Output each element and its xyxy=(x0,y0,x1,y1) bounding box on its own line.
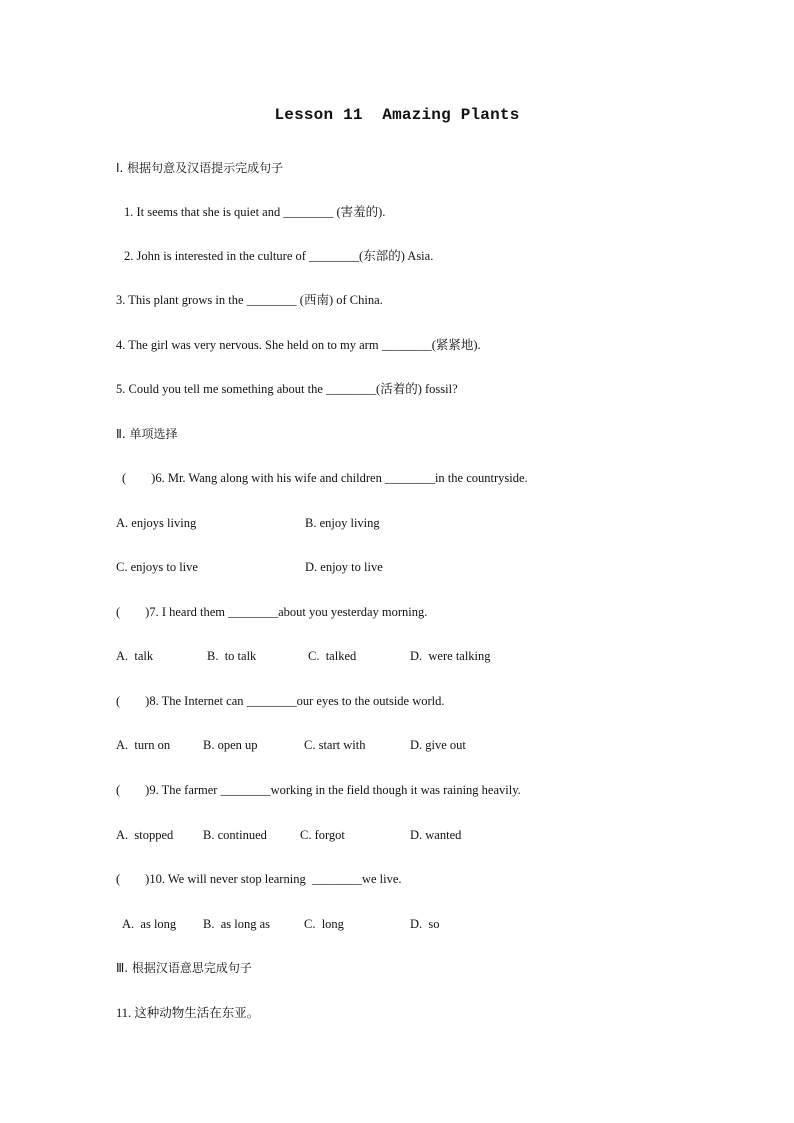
question-11: 11. 这种动物生活在东亚。 xyxy=(116,1006,260,1020)
question-7-option-b: B. to talk xyxy=(207,649,257,663)
question-9-option-a: A. stopped xyxy=(116,828,174,842)
question-6-option-a: A. enjoys living xyxy=(116,516,197,530)
question-7-option-a: A. talk xyxy=(116,649,154,663)
question-4: 4. The girl was very nervous. She held on to my arm ________(紧紧地). xyxy=(116,338,481,352)
question-9-option-b: B. continued xyxy=(203,828,267,842)
question-3: 3. This plant grows in the ________ (西南) of China. xyxy=(116,293,383,307)
question-1: 1. It seems that she is quiet and ________ (害羞的). xyxy=(124,205,386,219)
question-6-stem: ( )6. Mr. Wang along with his wife and children ________in the countryside. xyxy=(122,471,528,485)
question-10-option-b: B. as long as xyxy=(203,917,271,931)
question-8-option-a: A. turn on xyxy=(116,738,171,752)
question-10-option-c: C. long xyxy=(304,917,344,931)
question-10-option-d: D. so xyxy=(410,917,440,931)
section-3-heading: Ⅲ. 根据汉语意思完成句子 xyxy=(116,961,252,975)
question-7-option-d: D. were talking xyxy=(410,649,491,663)
question-9-option-c: C. forgot xyxy=(300,828,345,842)
question-5: 5. Could you tell me something about the ________(活着的) fossil? xyxy=(116,382,458,396)
page-title: Lesson 11 Amazing Plants xyxy=(274,106,520,124)
question-8-option-c: C. start with xyxy=(304,738,366,752)
question-8-stem: ( )8. The Internet can ________our eyes to the outside world. xyxy=(116,694,445,708)
question-6-option-c: C. enjoys to live xyxy=(116,560,198,574)
question-7-stem: ( )7. I heard them ________about you yesterday morning. xyxy=(116,605,428,619)
section-1-heading: Ⅰ. 根据句意及汉语提示完成句子 xyxy=(116,161,284,175)
section-2-heading: Ⅱ. 单项选择 xyxy=(116,427,178,441)
question-9-stem: ( )9. The farmer ________working in the field though it was raining heavily. xyxy=(116,783,521,797)
question-6-option-d: D. enjoy to live xyxy=(305,560,383,574)
question-8-option-b: B. open up xyxy=(203,738,258,752)
question-6-option-b: B. enjoy living xyxy=(305,516,380,530)
question-2: 2. John is interested in the culture of ________(东部的) Asia. xyxy=(124,249,434,263)
question-7-option-c: C. talked xyxy=(308,649,357,663)
question-10-stem: ( )10. We will never stop learning ________we live. xyxy=(116,872,402,886)
question-9-option-d: D. wanted xyxy=(410,828,462,842)
question-10-option-a: A. as long xyxy=(122,917,177,931)
question-8-option-d: D. give out xyxy=(410,738,466,752)
